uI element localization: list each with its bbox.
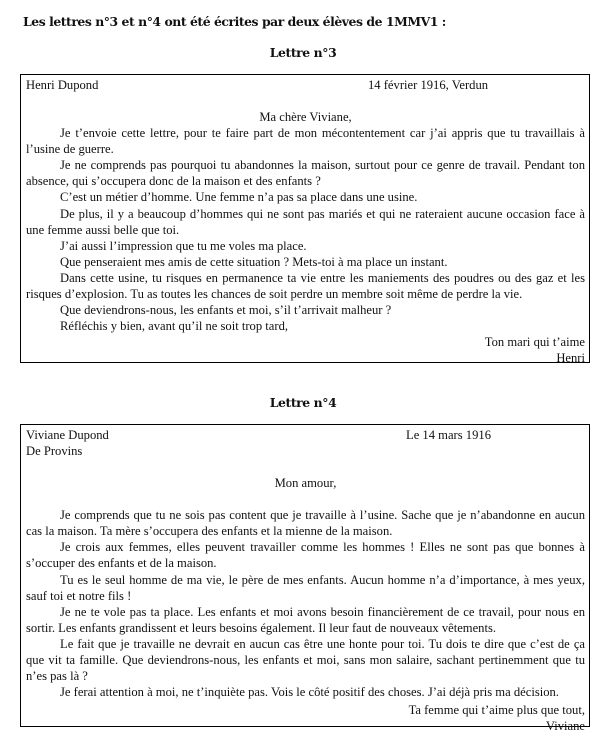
letter3-sender: Henri Dupond [26, 78, 99, 92]
letter3-greeting: Ma chère Viviane, [259, 110, 352, 124]
letter3-paragraph: Réfléchis y bien, avant qu’il ne soit trop tard, [60, 319, 289, 334]
letter3-paragraph: De plus, il y a beaucoup d’hommes qui ne sont pas mariés et qui ne rateraient aucune occasion face à une femme aussi belle que toi. [26, 206, 585, 237]
letter3-paragraph: Que deviendrons-nous, les enfants et moi, s’il t’arrivait malheur ? [60, 303, 392, 318]
letter3-signature: Henri [556, 351, 585, 366]
letter4-paragraph: Tu es le seul homme de ma vie, le père de mes enfants. Aucun homme n’a d’importance, à mes yeux, sauf toi et notre fils ! [26, 572, 585, 603]
letter4-paragraph: Je ferai attention à moi, ne t’inquiète pas. Vois le côté positif des choses. J’ai déjà pris ma décision. [60, 685, 559, 700]
letter3-paragraph: Je ne comprends pas pourquoi tu abandonnes la maison, surtout pour ce genre de travail. Pendant ton absence, qui s’occupera donc de la maison et des enfants ? [26, 158, 585, 189]
letter3-paragraph: C’est un métier d’homme. Une femme n’a pas sa place dans une usine. [60, 190, 418, 205]
letter4-paragraph: Je ne te vole pas ta place. Les enfants et moi avons besoin financièrement de ce travail, pour nous en sortir. Les enfants grandissent et leurs besoins également. Il leur faut de nouveaux vêtements. [26, 604, 585, 635]
letter3-title: Lettre n°3 [269, 45, 337, 60]
letter4-box [20, 424, 590, 734]
letter3-box [20, 74, 590, 366]
letter4-paragraph: Je comprends que tu ne sois pas content que je travaille à l’usine. Sache que je n’abandonne en aucun cas la maison. Ta mère s’occupera des enfants et la mienne de la maison. [26, 508, 585, 539]
letter4-header [26, 427, 585, 443]
letter3-paragraph: Que penseraient mes amis de cette situation ? Mets-toi à ma place un instant. [60, 254, 448, 269]
letter4-date: Le 14 mars 1916 [406, 428, 491, 442]
letter4-sender: Viviane Dupond [26, 428, 109, 442]
letter3-paragraph: Dans cette usine, tu risques en permanence ta vie entre les maniements des poudres ou des gaz et les risques d’explosion. Tu as toutes les chances de soit perdre un membre soit même de perdre la vie. [26, 270, 585, 302]
intro-heading: Les lettres n°3 et n°4 ont été écrites par deux élèves de 1MMV1 : [23, 14, 446, 29]
letter3-header [26, 77, 585, 93]
letter4-title: Lettre n°4 [269, 395, 337, 410]
letter4-paragraph: Je crois aux femmes, elles peuvent travailler comme les hommes ! Elles ne sont pas que bonnes à s’occuper des enfants et de la maison. [26, 540, 585, 571]
letter4-greeting: Mon amour, [274, 476, 337, 491]
letter4-paragraph: Le fait que je travaille ne devrait en aucun cas être une honte pour toi. Tu dois te dire que c’est de ça que vit ta famille. Que deviendrons-nous, les enfants et moi, sans mon salaire, sachant pertinemment que tu n’es pas là ? [26, 636, 585, 684]
letter4-sender-place: De Provins [26, 444, 83, 458]
letter3-paragraph: Je t’envoie cette lettre, pour te faire part de mon mécontentement car j’ai appris que tu travaillais à l’usine de guerre. [26, 126, 585, 157]
letter4-signature: Viviane [545, 719, 585, 734]
letter3-closing: Ton mari qui t’aime [484, 335, 585, 350]
letter3-date-place: 14 février 1916, Verdun [368, 78, 489, 92]
letter3-paragraph: J’ai aussi l’impression que tu me voles ma place. [60, 238, 307, 253]
letter4-closing: Ta femme qui t’aime plus que tout, [408, 703, 585, 718]
